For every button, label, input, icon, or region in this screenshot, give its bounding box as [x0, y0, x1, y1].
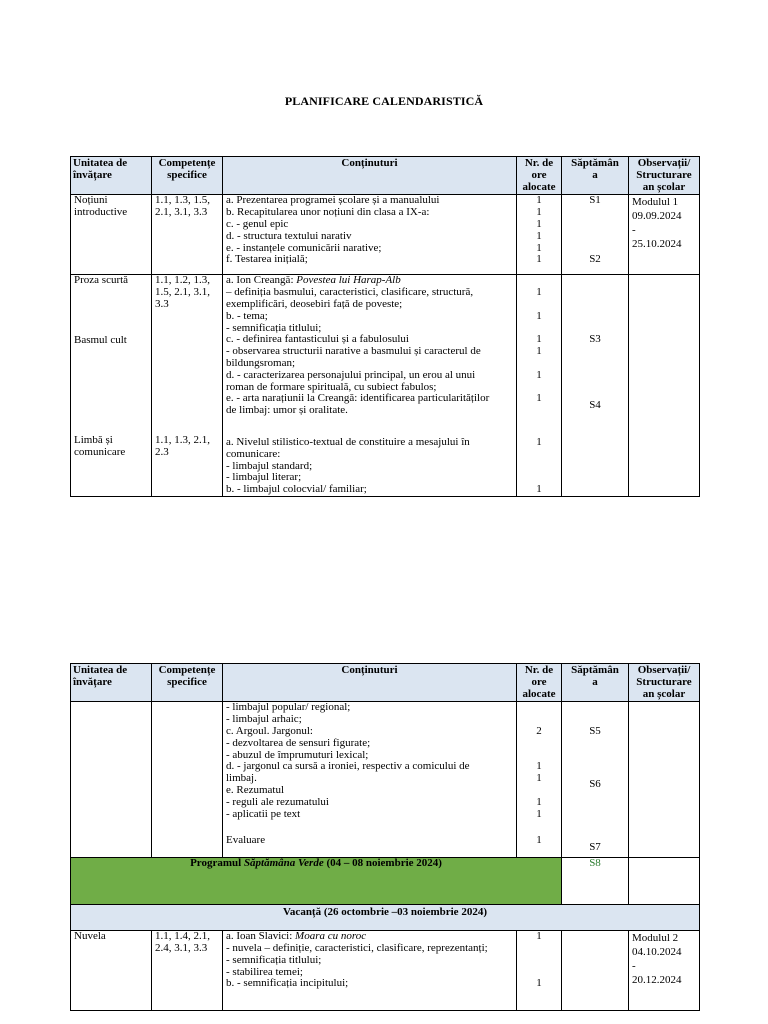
competences-cell: 1.1, 1.2, 1.3, 1.5, 2.1, 3.1, 3.3 1.1, 1.3, 2.1, 2.3: [152, 275, 223, 497]
hours-cell: 1 1 1 1 1 1: [517, 195, 562, 275]
header-observations: Observații/ Structurare an școlar: [629, 664, 700, 702]
competences-cell: 1.1, 1.4, 2.1, 2.4, 3.1, 3.3: [152, 931, 223, 1011]
competences-cell: [152, 702, 223, 858]
unit-cell: [71, 702, 152, 858]
header-hours: Nr. de ore alocate: [517, 664, 562, 702]
week-cell: S3 S4: [562, 275, 629, 497]
week-cell: S8: [562, 858, 629, 905]
table-row: [71, 931, 700, 1011]
table-header-row: [71, 157, 700, 195]
content-cell: a. Ion Creangă: Povestea lui Harap-Alb – definiția basmului, caracteristici, clasificare, structură, exemplificări, deosebiri față de poveste; b. - tema; - semnificația titlului; c. - definirea fantasticului și a fabulosului - observarea structurii narative a basmului și caracterul de bildungsroman; d. - caracterizarea personajului principal, un erou al unui roman de formare spirituală, cu subiect fabulos; e. - arta narațiunii la Creangă: identificarea particularităților de limbaj: umor și oralitate. a. Nivelul stilistico-textual de constituire a mesajului în comunicare: - limbajul standard; - limbajul literar; b. - limbajul colocvial/ familiar;: [223, 275, 517, 497]
planning-table-2: [70, 663, 700, 1011]
header-unit: Unitatea de învățare: [71, 157, 152, 195]
header-competences: Competențe specifice: [152, 157, 223, 195]
header-unit: Unitatea de învățare: [71, 664, 152, 702]
content-cell: a. Ioan Slavici: Moara cu noroc - nuvela – definiție, caracteristici, clasificare, reprezentanți; - semnificația titlului; - stabilirea temei; b. - semnificația incipitului;: [223, 931, 517, 1011]
unit-cell: Nuvela: [71, 931, 152, 1011]
page-title: PLANIFICARE CALENDARISTICĂ: [284, 94, 484, 108]
table-row: [71, 702, 700, 858]
header-week: Săptămân a: [562, 157, 629, 195]
content-cell: a. Prezentarea programei școlare și a manualului b. Recapitularea unor noțiuni din clasa a IX-a: c. - genul epic d. - structura textului narativ e. - instanțele comunicării narative; f. Testarea inițială;: [223, 195, 517, 275]
observations-cell: Modulul 2 04.10.2024 - 20.12.2024: [629, 931, 700, 1011]
planning-table-1: [70, 156, 700, 497]
hours-cell: 2 1 1 1 1 1: [517, 702, 562, 858]
content-cell: - limbajul popular/ regional; - limbajul arhaic; c. Argoul. Jargonul: - dezvoltarea de sensuri figurate; - abuzul de împrumuturi lexical; d. - jargonul ca sursă a ironiei, respectiv a comicului de limbaj. e. Rezumatul - reguli ale rezumatului - aplicatii pe text Evaluare: [223, 702, 517, 858]
hours-cell: 1 1: [517, 931, 562, 1011]
week-cell: S1 S2: [562, 195, 629, 275]
header-observations: Observații/ Structurare an școlar: [629, 157, 700, 195]
table-row: [71, 275, 700, 497]
header-hours: Nr. de ore alocate: [517, 157, 562, 195]
vacation-row: [71, 905, 700, 931]
green-week-row: [71, 858, 700, 905]
table-row: [71, 195, 700, 275]
header-content: Conținuturi: [223, 664, 517, 702]
competences-cell: 1.1, 1.3, 1.5, 2.1, 3.1, 3.3: [152, 195, 223, 275]
week-cell: S5 S6 S7: [562, 702, 629, 858]
hours-cell: 1 1 1 1 1 1 1 1: [517, 275, 562, 497]
observations-cell: [629, 858, 700, 905]
unit-cell: Noțiuni introductive: [71, 195, 152, 275]
observations-cell: Modulul 1 09.09.2024 - 25.10.2024: [629, 195, 700, 275]
vacation-cell: Vacanță (26 octombrie –03 noiembrie 2024): [71, 905, 700, 931]
observations-cell: [629, 275, 700, 497]
unit-cell: Proza scurtă Basmul cult Limbă și comunicare: [71, 275, 152, 497]
table-header-row: [71, 664, 700, 702]
green-week-cell: Programul Săptămâna Verde (04 – 08 noiembrie 2024): [71, 858, 562, 905]
week-cell: [562, 931, 629, 1011]
header-week: Săptămân a: [562, 664, 629, 702]
header-competences: Competențe specifice: [152, 664, 223, 702]
observations-cell: [629, 702, 700, 858]
header-content: Conținuturi: [223, 157, 517, 195]
